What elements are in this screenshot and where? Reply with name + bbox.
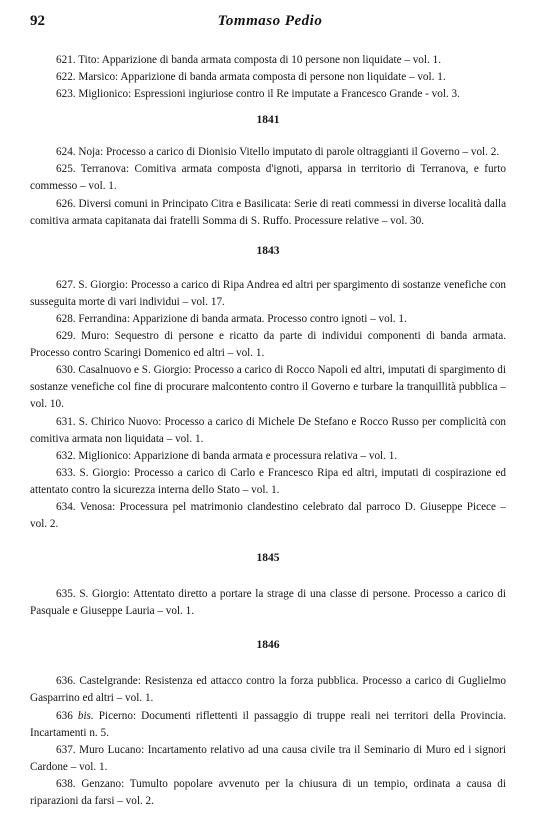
entry-description: Tumulto popolare avvenuto per la chiusura di un tempio, ordinata a causa di riparazioni da farsi – vol. 2. bbox=[30, 777, 506, 807]
archive-entry bbox=[30, 362, 506, 413]
year-heading: 1846 bbox=[256, 639, 280, 652]
entry-number: 628. bbox=[56, 312, 76, 325]
entry-place: S. Giorgio: bbox=[78, 278, 128, 291]
entry-number: 637. bbox=[56, 743, 76, 756]
year-heading: 1843 bbox=[256, 244, 280, 257]
entry-description: Sequestro di persone e ricatto da parte di individui componenti di banda armata. Processo contro Scaringi Domenico ed altri – vol. 1. bbox=[30, 330, 507, 360]
entry-place: Venosa: bbox=[79, 500, 116, 513]
entry-place: Casalnuovo e S. Giorgio: bbox=[78, 364, 192, 377]
entry-number: 624. bbox=[56, 146, 76, 159]
entry-place: S. Chirico Nuovo: bbox=[78, 415, 162, 428]
archive-entry bbox=[30, 448, 506, 465]
page-number: 92 bbox=[30, 13, 45, 29]
archive-entry bbox=[30, 311, 506, 328]
archive-entry bbox=[30, 277, 506, 311]
entry-place: Noja: bbox=[78, 146, 104, 159]
archive-entry bbox=[30, 69, 506, 86]
archive-entry bbox=[30, 776, 506, 810]
entry-number: 638. bbox=[56, 777, 76, 790]
entry-number: 632. bbox=[56, 449, 76, 462]
entry-number: 629. bbox=[56, 330, 76, 343]
entry-number: 636 bbox=[56, 709, 73, 722]
page-header bbox=[30, 13, 510, 31]
archive-entry bbox=[30, 52, 506, 69]
entry-description: Apparizione di banda armata composta di 10 persone non liquidate – vol. 1. bbox=[101, 54, 441, 66]
archive-entry bbox=[30, 414, 506, 448]
entry-description: Apparizione di banda armata composta di persone non liquidate – vol. 1. bbox=[120, 71, 446, 84]
entry-place: Diversi comuni in Principato Citra e Basilicata: bbox=[78, 197, 292, 210]
entry-place: Tito: bbox=[78, 54, 100, 66]
document-body bbox=[30, 52, 506, 810]
entry-number: 626. bbox=[56, 197, 76, 210]
entry-number: 634. bbox=[56, 500, 76, 513]
entry-number: 630. bbox=[56, 364, 76, 377]
entry-place: Muro Lucano: bbox=[79, 743, 145, 756]
entry-description: Processo a carico di Rocco Napoli ed altri, imputati di spargimento di sostanze venefiche col fine di procurare malcontento contro il Governo e turbare la tranquillità pubblica – vol. 10. bbox=[30, 364, 507, 411]
entry-place: Miglionico: bbox=[78, 449, 132, 462]
archive-entry bbox=[30, 586, 506, 620]
entry-description: Attentato diretto a portare la strage di una classe di persone. Processo a carico di Pasquale e Giuseppe Lauria – vol. 1. bbox=[30, 588, 507, 618]
entry-description: Apparizione di banda armata e processura relativa – vol. 1. bbox=[133, 449, 398, 462]
entry-description: Incartamento relativo ad una causa civile tra il Seminario di Muro ed i signori Cardone – vol. 1. bbox=[30, 743, 506, 773]
entry-place: Genzano: bbox=[81, 777, 125, 790]
archive-entry bbox=[30, 86, 506, 103]
archive-entry bbox=[30, 144, 506, 161]
archive-entry bbox=[30, 742, 506, 776]
entry-number: 635. bbox=[56, 588, 76, 601]
entry-description: Apparizione di banda armata. Processo contro ignoti – vol. 1. bbox=[132, 312, 407, 325]
entry-number: 623. bbox=[56, 88, 76, 101]
entry-description: Espressioni ingiuriose contro il Re imputate a Francesco Grande - vol. 3. bbox=[134, 88, 460, 101]
entry-number: 622. bbox=[56, 71, 76, 84]
entry-place: S. Giorgio: bbox=[79, 588, 130, 601]
archive-entry bbox=[30, 673, 506, 707]
archive-entry bbox=[30, 499, 506, 533]
year-heading: 1845 bbox=[256, 552, 280, 565]
entry-place: Miglionico: bbox=[78, 88, 132, 101]
entry-description: Processo a carico di Dionisio Vitello imputato di parole oltraggianti il Governo – vol. 2. bbox=[106, 146, 500, 159]
entry-number: 631. bbox=[56, 415, 76, 428]
entry-number: 633. bbox=[56, 466, 76, 479]
entry-description: Serie di reati commessi in diverse località dalla comitiva armata capitanata dai fratelli Somma di S. Ruffo. Processure relative – vol. 30. bbox=[30, 197, 507, 227]
entry-place: Muro: bbox=[81, 330, 110, 343]
entry-number: 625. bbox=[56, 163, 76, 176]
entry-number: 621. bbox=[56, 54, 76, 66]
entry-place: Marsico: bbox=[78, 71, 119, 84]
entry-number: 627. bbox=[56, 278, 76, 291]
entry-number: 636. bbox=[56, 675, 76, 688]
archive-entry bbox=[30, 196, 506, 230]
entry-description: Processo a carico di Carlo e Francesco Ripa ed altri, imputati di cospirazione ed attentato contro la sicurezza interna dello Stato – vol. 1. bbox=[30, 466, 507, 496]
entry-place: Terranova: bbox=[80, 163, 130, 176]
entry-place: Castelgrande: bbox=[79, 675, 141, 688]
running-title: Tommaso Pedio bbox=[217, 13, 323, 29]
entry-bis-marker: bis. bbox=[77, 709, 94, 722]
entry-description: Processo a carico di Michele De Stefano e Rocco Russo per complicità con comitiva armata non liquidata – vol. 1. bbox=[30, 415, 507, 445]
entry-description: Processura pel matrimonio clandestino celebrato dal parroco D. Giuseppe Picece – vol. 2. bbox=[30, 500, 506, 531]
archive-entry bbox=[30, 465, 506, 499]
archive-entry bbox=[30, 328, 506, 362]
entry-description: Documenti riflettenti il passaggio di truppe reali nei territori della Provincia. Incartamenti n. 5. bbox=[30, 709, 506, 739]
year-heading: 1841 bbox=[256, 114, 280, 127]
entry-place: Picerno: bbox=[98, 709, 137, 722]
archive-entry bbox=[30, 708, 506, 742]
archive-entry bbox=[30, 161, 506, 195]
entry-description: Processo a carico di Ripa Andrea ed altri per spargimento di sostanze venefiche con susseguita morte di vari individui – vol. 17. bbox=[30, 278, 507, 308]
entry-description: Comitiva armata composta d'ignoti, apparsa in territorio di Terranova, e furto commesso – vol. 1. bbox=[30, 163, 506, 193]
entry-place: Ferrandina: bbox=[78, 312, 130, 325]
entry-place: S. Giorgio: bbox=[79, 466, 131, 479]
entry-description: Resistenza ed attacco contro la forza pubblica. Processo a carico di Guglielmo Gasparrino ed altri – vol. 1. bbox=[30, 675, 507, 705]
